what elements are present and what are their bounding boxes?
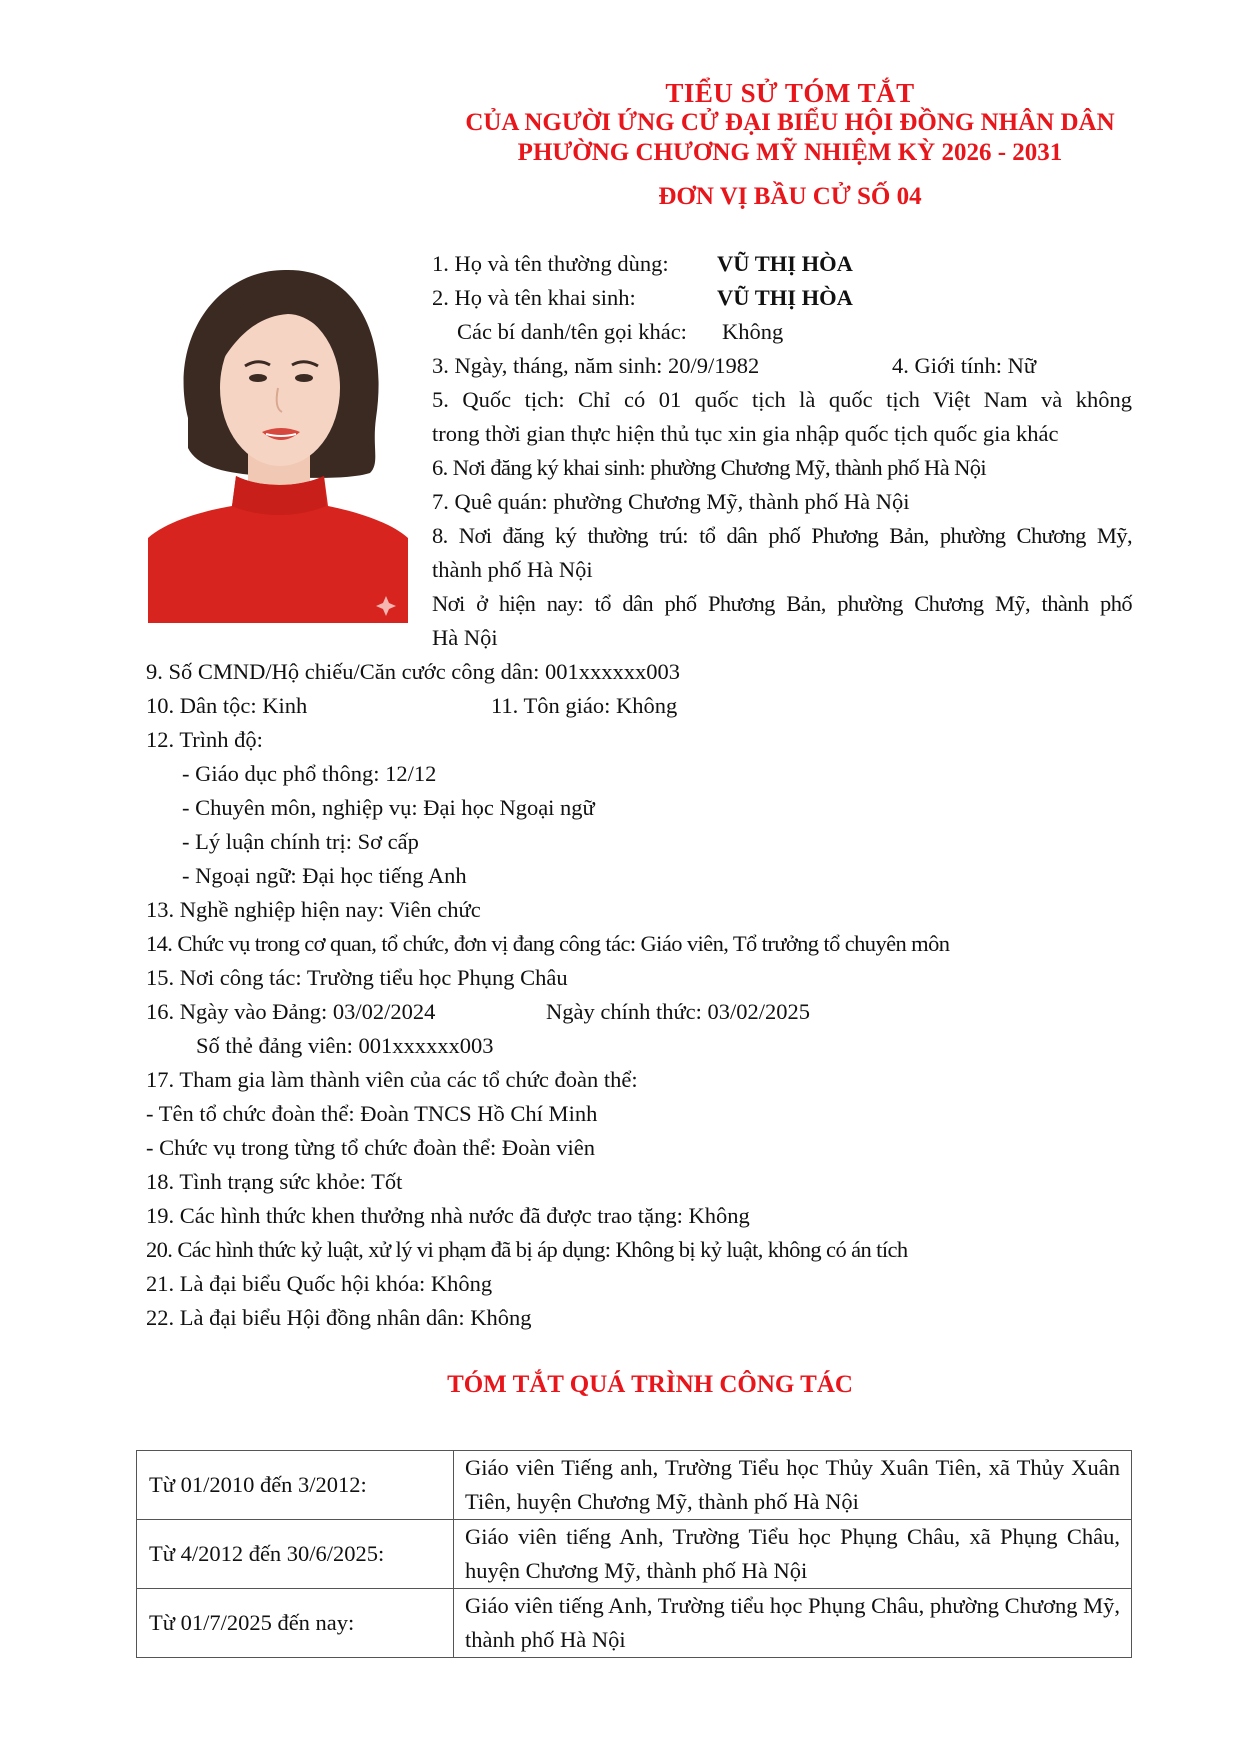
item-21-national-assembly: 21. Là đại biểu Quốc hội khóa: Không: [146, 1271, 493, 1296]
organization-role: - Chức vụ trong từng tổ chức đoàn thể: Đoàn viên: [146, 1135, 595, 1160]
alias-value: Không: [722, 319, 784, 344]
document-title: TIỂU SỬ TÓM TẮT: [665, 78, 915, 108]
item-12-education-heading: 12. Trình độ:: [146, 727, 263, 752]
item-19-awards: 19. Các hình thức khen thưởng nhà nước đã được trao tặng: Không: [146, 1203, 750, 1228]
item-8-permanent-residence-line1: 8. Nơi đăng ký thường trú: tổ dân phố Phương Bản, phường Chương Mỹ,: [432, 523, 1132, 548]
period-cell: Từ 01/2010 đến 3/2012:: [137, 1451, 454, 1520]
item-9-id-number: 9. Số CMND/Hộ chiếu/Căn cước công dân: 001xxxxxx003: [146, 659, 681, 684]
description-cell: Giáo viên tiếng Anh, Trường Tiểu học Phụng Châu, xã Phụng Châu, huyện Chương Mỹ, thành phố Hà Nội: [454, 1520, 1132, 1589]
item-15-workplace: 15. Nơi công tác: Trường tiểu học Phụng Châu: [146, 965, 568, 990]
organization-name: - Tên tổ chức đoàn thể: Đoàn TNCS Hồ Chí Minh: [146, 1101, 598, 1126]
item-3-birth-date: 3. Ngày, tháng, năm sinh: 20/9/1982: [432, 353, 760, 378]
item-2-birth-name-label: 2. Họ và tên khai sinh:: [432, 285, 636, 310]
item-5-nationality-line2: trong thời gian thực hiện thủ tục xin gia nhập quốc tịch quốc gia khác: [432, 421, 1059, 446]
item-13-occupation: 13. Nghề nghiệp hiện nay: Viên chức: [146, 897, 481, 922]
item-6-birth-registration: 6. Nơi đăng ký khai sinh: phường Chương Mỹ, thành phố Hà Nội: [432, 455, 987, 480]
common-name-value: VŨ THỊ HÒA: [717, 251, 853, 276]
education-professional: - Chuyên môn, nghiệp vụ: Đại học Ngoại ngữ: [182, 795, 595, 820]
document-header: [430, 78, 1150, 212]
period-cell: Từ 01/7/2025 đến nay:: [137, 1589, 454, 1658]
item-18-health: 18. Tình trạng sức khỏe: Tốt: [146, 1169, 403, 1194]
item-5-nationality-line1: 5. Quốc tịch: Chỉ có 01 quốc tịch là quốc tịch Việt Nam và không: [432, 387, 1132, 412]
birth-name-value: VŨ THỊ HÒA: [717, 285, 853, 310]
document-subtitle-2: PHƯỜNG CHƯƠNG MỸ NHIỆM KỲ 2026 - 2031: [517, 139, 1063, 166]
item-4-gender: 4. Giới tính: Nữ: [892, 353, 1037, 378]
item-1-common-name: [432, 247, 669, 281]
party-card-number: Số thẻ đảng viên: 001xxxxxx003: [196, 1033, 494, 1058]
table-row: [137, 1589, 1132, 1658]
document-subtitle-1: CỦA NGƯỜI ỨNG CỬ ĐẠI BIỂU HỘI ĐỒNG NHÂN DÂN: [465, 109, 1115, 136]
item-17-organizations: 17. Tham gia làm thành viên của các tổ chức đoàn thể:: [146, 1067, 638, 1092]
table-row: [137, 1451, 1132, 1520]
description-cell: Giáo viên Tiếng anh, Trường Tiểu học Thủy Xuân Tiên, xã Thủy Xuân Tiên, huyện Chương Mỹ, thành phố Hà Nội: [454, 1451, 1132, 1520]
item-14-position: 14. Chức vụ trong cơ quan, tổ chức, đơn vị đang công tác: Giáo viên, Tổ trưởng tổ chuyên môn: [146, 931, 950, 956]
education-political: - Lý luận chính trị: Sơ cấp: [182, 829, 419, 854]
work-history-title: TÓM TẮT QUÁ TRÌNH CÔNG TÁC: [447, 1371, 853, 1398]
education-language: - Ngoại ngữ: Đại học tiếng Anh: [182, 863, 467, 888]
work-history-table: [136, 1450, 1132, 1658]
item-8-permanent-residence-line2: thành phố Hà Nội: [432, 557, 593, 582]
item-20-discipline: 20. Các hình thức kỷ luật, xử lý vi phạm đã bị áp dụng: Không bị kỷ luật, không có án tích: [146, 1237, 908, 1262]
candidate-portrait: [148, 248, 408, 623]
table-row: [137, 1520, 1132, 1589]
item-7-hometown: 7. Quê quán: phường Chương Mỹ, thành phố Hà Nội: [432, 489, 910, 514]
item-22-peoples-council: 22. Là đại biểu Hội đồng nhân dân: Không: [146, 1305, 532, 1330]
education-general: - Giáo dục phổ thông: 12/12: [182, 761, 437, 786]
alias-label: Các bí danh/tên gọi khác:: [457, 319, 687, 344]
item-16-party-join-date: 16. Ngày vào Đảng: 03/02/2024: [146, 999, 436, 1024]
current-residence-line1: Nơi ở hiện nay: tổ dân phố Phương Bản, phường Chương Mỹ, thành phố: [432, 591, 1132, 616]
description-cell: Giáo viên tiếng Anh, Trường tiểu học Phụng Châu, phường Chương Mỹ, thành phố Hà Nội: [454, 1589, 1132, 1658]
item-11-religion: 11. Tôn giáo: Không: [491, 693, 678, 718]
period-cell: Từ 4/2012 đến 30/6/2025:: [137, 1520, 454, 1589]
party-official-date: Ngày chính thức: 03/02/2025: [546, 999, 811, 1024]
label: 1. Họ và tên thường dùng:: [432, 251, 669, 276]
electoral-unit: ĐƠN VỊ BẦU CỬ SỐ 04: [658, 183, 922, 210]
current-residence-line2: Hà Nội: [432, 625, 498, 650]
item-10-ethnicity: 10. Dân tộc: Kinh: [146, 693, 308, 718]
